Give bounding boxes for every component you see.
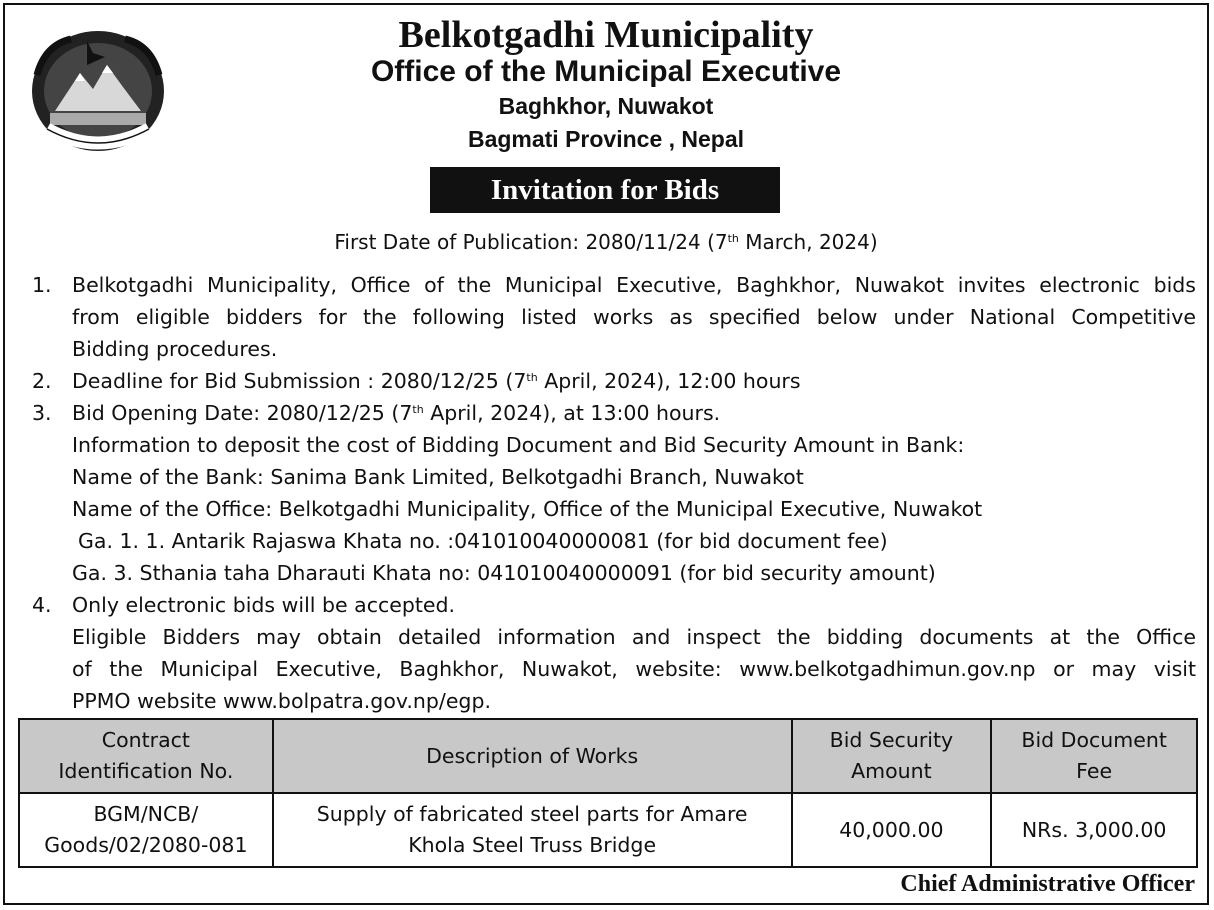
item-number-2: 2.: [32, 369, 52, 393]
description-line1: Supply of fabricated steel parts for Amare: [316, 802, 748, 826]
item3-suffix: April, 2024), at 13:00 hours.: [423, 401, 721, 425]
description-line2: Khola Steel Truss Bridge: [408, 833, 657, 857]
header-document-fee-line2: Fee: [1076, 759, 1113, 783]
item4-line1: Only electronic bids will be accepted.: [72, 593, 456, 617]
bid-notice: [3, 3, 1209, 905]
item1-line2: from eligible bidders for the following listed works as specified below under National Competitive: [72, 305, 1196, 329]
notice-title-banner: Invitation for Bids: [430, 167, 780, 213]
header-document-fee: [991, 719, 1197, 793]
cell-contract-id: [19, 793, 273, 867]
item4-line3: of the Municipal Executive, Baghkhor, Nuwakot, website: www.belkotgadhimun.gov.np or may visit: [72, 657, 1196, 681]
publication-date-prefix: First Date of Publication: 2080/11/24 (7: [334, 230, 728, 254]
cell-bid-security: 40,000.00: [792, 793, 992, 867]
item3-office-name: Name of the Office: Belkotgadhi Municipality, Office of the Municipal Executive, Nuwakot: [72, 497, 983, 521]
header-contract-id: [19, 719, 273, 793]
item3-account2: Ga. 3. Sthania taha Dharauti Khata no: 041010040000091 (for bid security amount): [72, 561, 936, 585]
item-number-3: 3.: [32, 401, 52, 425]
item1-line1: Belkotgadhi Municipality, Office of the Municipal Executive, Baghkhor, Nuwakot invites electronic bids: [72, 273, 1196, 297]
signature-title: Chief Administrative Officer: [900, 871, 1195, 897]
contract-id-line2: Goods/02/2080-081: [44, 833, 248, 857]
cell-document-fee: NRs. 3,000.00: [991, 793, 1197, 867]
header-contract-id-line1: Contract: [101, 728, 190, 752]
bids-table: [18, 718, 1198, 868]
item-number-4: 4.: [32, 593, 52, 617]
item4-line2: Eligible Bidders may obtain detailed information and inspect the bidding documents at the Office: [72, 625, 1196, 649]
header-description: Description of Works: [273, 719, 792, 793]
header-bid-security-line2: Amount: [851, 759, 932, 783]
header-bid-security: [792, 719, 992, 793]
item2-deadline: [72, 365, 801, 397]
item3-account1: Ga. 1. 1. Antarik Rajaswa Khata no. :041010040000081 (for bid document fee): [78, 529, 888, 553]
office-location: Baghkhor, Nuwakot: [498, 93, 714, 119]
contract-id-line1: BGM/NCB/: [93, 802, 199, 826]
municipality-name: Belkotgadhi Municipality: [398, 14, 814, 56]
publication-date-suffix: March, 2024): [738, 230, 878, 254]
item-number-1: 1.: [32, 273, 52, 297]
item3-sup: th: [412, 403, 424, 416]
publication-date: [5, 230, 1207, 254]
cell-description: [273, 793, 792, 867]
table-row: [19, 793, 1197, 867]
item1-line3: Bidding procedures.: [72, 337, 278, 361]
table-header-row: [19, 719, 1197, 793]
office-name: Office of the Municipal Executive: [370, 55, 842, 88]
header-document-fee-line1: Bid Document: [1021, 728, 1167, 752]
item2-prefix: Deadline for Bid Submission : 2080/12/25 (7: [72, 369, 527, 393]
publication-date-sup: th: [727, 232, 739, 245]
item3-prefix: Bid Opening Date: 2080/12/25 (7: [72, 401, 413, 425]
item3-opening: [72, 397, 720, 429]
header-contract-id-line2: Identification No.: [58, 759, 234, 783]
item3-bank-name: Name of the Bank: Sanima Bank Limited, Belkotgadhi Branch, Nuwakot: [72, 465, 804, 489]
item3-bank-info: Information to deposit the cost of Bidding Document and Bid Security Amount in Bank:: [72, 433, 965, 457]
province-country: Bagmati Province , Nepal: [467, 126, 745, 152]
item4-line4: PPMO website www.bolpatra.gov.np/egp.: [72, 689, 491, 713]
header-bid-security-line1: Bid Security: [829, 728, 954, 752]
item2-suffix: April, 2024), 12:00 hours: [537, 369, 801, 393]
item2-sup: th: [526, 371, 538, 384]
